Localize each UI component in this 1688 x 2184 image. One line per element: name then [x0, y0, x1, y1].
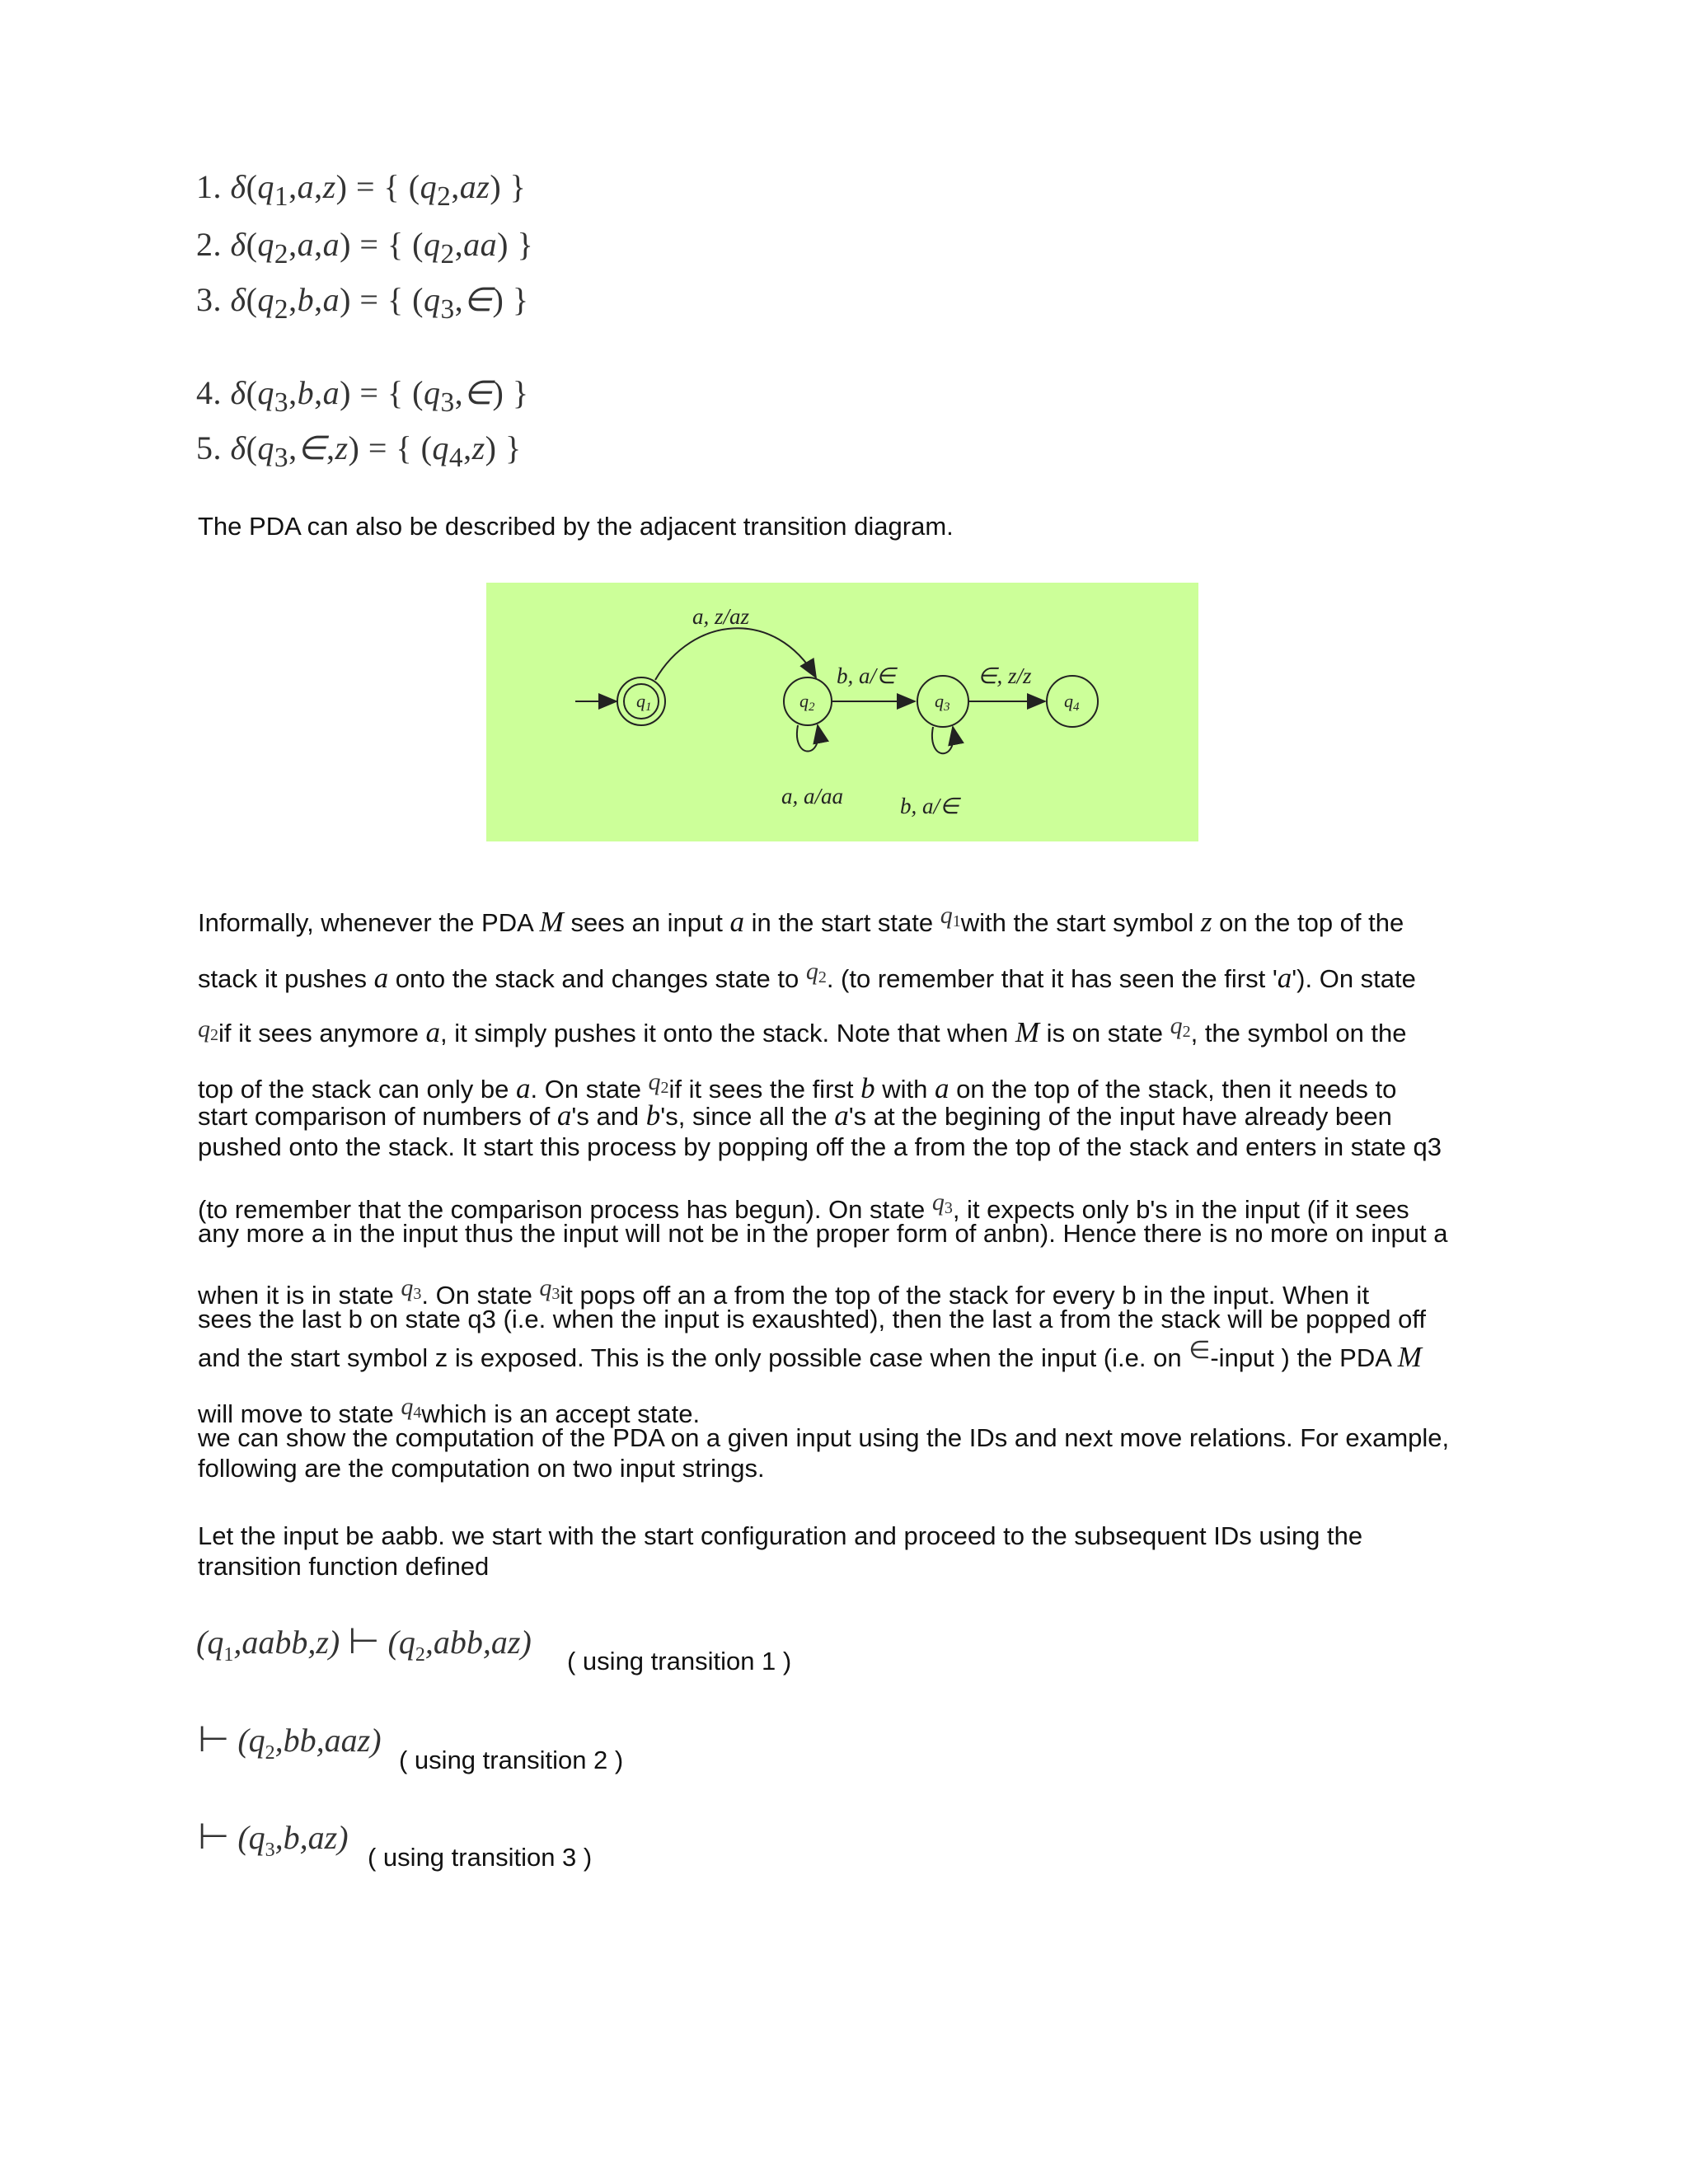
turnstile: ⊢ [198, 1816, 230, 1857]
state-q1 [617, 677, 665, 725]
explanation-line-1: Informally, whenever the PDA M sees an input a in the start state $q_1with$ the start symbol z on the top of the [198, 902, 1404, 938]
computation-step-3-note: ( using transition 3 ) [368, 1843, 593, 1872]
computation-step-3: ⊢ $(q_3,b,az)$ [198, 1816, 349, 1861]
state-q3-label: q3 [935, 691, 950, 714]
turnstile: ⊢ [348, 1621, 380, 1661]
state-q2-label: q2 [799, 691, 815, 714]
state-q4-label: q4 [1064, 691, 1080, 714]
explanation-line-12: will move to state $q_4which$ is an accept state. [198, 1393, 701, 1428]
edge-q3-q4-label: ∈, z/z [978, 663, 1032, 688]
transition-1: 1. $\delta(q_1,a,z)$ = { $(q_2,az)$ } [196, 168, 527, 212]
transition-4: 4. $\delta(q_3,b,a)$ = { $(q_3,\in)$ } [196, 374, 529, 418]
computation-step-2-note: ( using transition 2 ) [399, 1746, 624, 1774]
transition-5: 5. $\delta(q_3,\in,z)$ = { $(q_4,z)$ } [196, 429, 522, 473]
explanation-line-7: (to remember that the comparison process has begun). On state $q_3$, it expects only b's in the input (if it sees [198, 1188, 1409, 1224]
explanation-line-3: $q_2if$ it sees anymore a, it simply pushes it onto the stack. Note that when M is on state $q_2$, the symbol on the [198, 1012, 1407, 1048]
explanation-line-13: we can show the computation of the PDA on a given input using the IDs and next move relations. For example, [198, 1423, 1450, 1452]
edge-q2-q3-label: b, a/∈ [837, 663, 896, 688]
explanation-line-10: sees the last b on state q3 (i.e. when the input is exaushted), then the last a from the stack will be popped off [198, 1305, 1427, 1333]
explanation-line-9: when it is in state $q_3$. On state $q_3it$ pops off an a from the top of the stack for every b in the input. When it [198, 1274, 1370, 1310]
computation-step-1: $(q_1,aabb,z)$ ⊢ $(q_2,abb,az)$ [196, 1621, 532, 1666]
explanation-line-14: following are the computation on two input strings. [198, 1454, 765, 1483]
intro-text: The PDA can also be described by the adjacent transition diagram. [198, 512, 954, 541]
explanation-line-8: any more a in the input thus the input will not be in the proper form of anbn). Hence there is no more on input a [198, 1219, 1448, 1248]
explanation-line-5: start comparison of numbers of a's and b's, since all the a's at the begining of the input have already been [198, 1099, 1392, 1132]
state-q1-label: q1 [636, 691, 652, 714]
transition-3: 3. $\delta(q_2,b,a)$ = { $(q_3,\in)$ } [196, 281, 529, 325]
turnstile: ⊢ [198, 1719, 230, 1760]
input-intro-line-1: Let the input be aabb. we start with the start configuration and proceed to the subsequent IDs using the [198, 1521, 1363, 1550]
explanation-line-11: and the start symbol z is exposed. This is the only possible case when the input (i.e. on ∈-input ) the PDA M [198, 1337, 1422, 1373]
explanation-line-4: top of the stack can only be a. On state $q_2if$ it sees the first b with a on the top of the stack, then it needs to [198, 1068, 1397, 1104]
edge-q1-q2-label: a, z/az [692, 604, 750, 629]
explanation-line-2: stack it pushes a onto the stack and changes state to $q_2$. (to remember that it has seen the first 'a'). On state [198, 958, 1416, 994]
loop-q2-label: a, a/aa [781, 784, 844, 808]
loop-q3-label: b, a/∈ [900, 794, 959, 818]
input-intro-line-2: transition function defined [198, 1552, 490, 1581]
computation-step-2: ⊢ $(q_2,bb,aaz)$ [198, 1719, 382, 1764]
explanation-line-6: pushed onto the stack. It start this process by popping off the a from the top of the stack and enters in state q3 [198, 1132, 1442, 1161]
computation-step-1-note: ( using transition 1 ) [567, 1647, 792, 1675]
transition-2: 2. $\delta(q_2,a,a)$ = { $(q_2,aa)$ } [196, 226, 534, 269]
transition-diagram [486, 583, 1198, 841]
